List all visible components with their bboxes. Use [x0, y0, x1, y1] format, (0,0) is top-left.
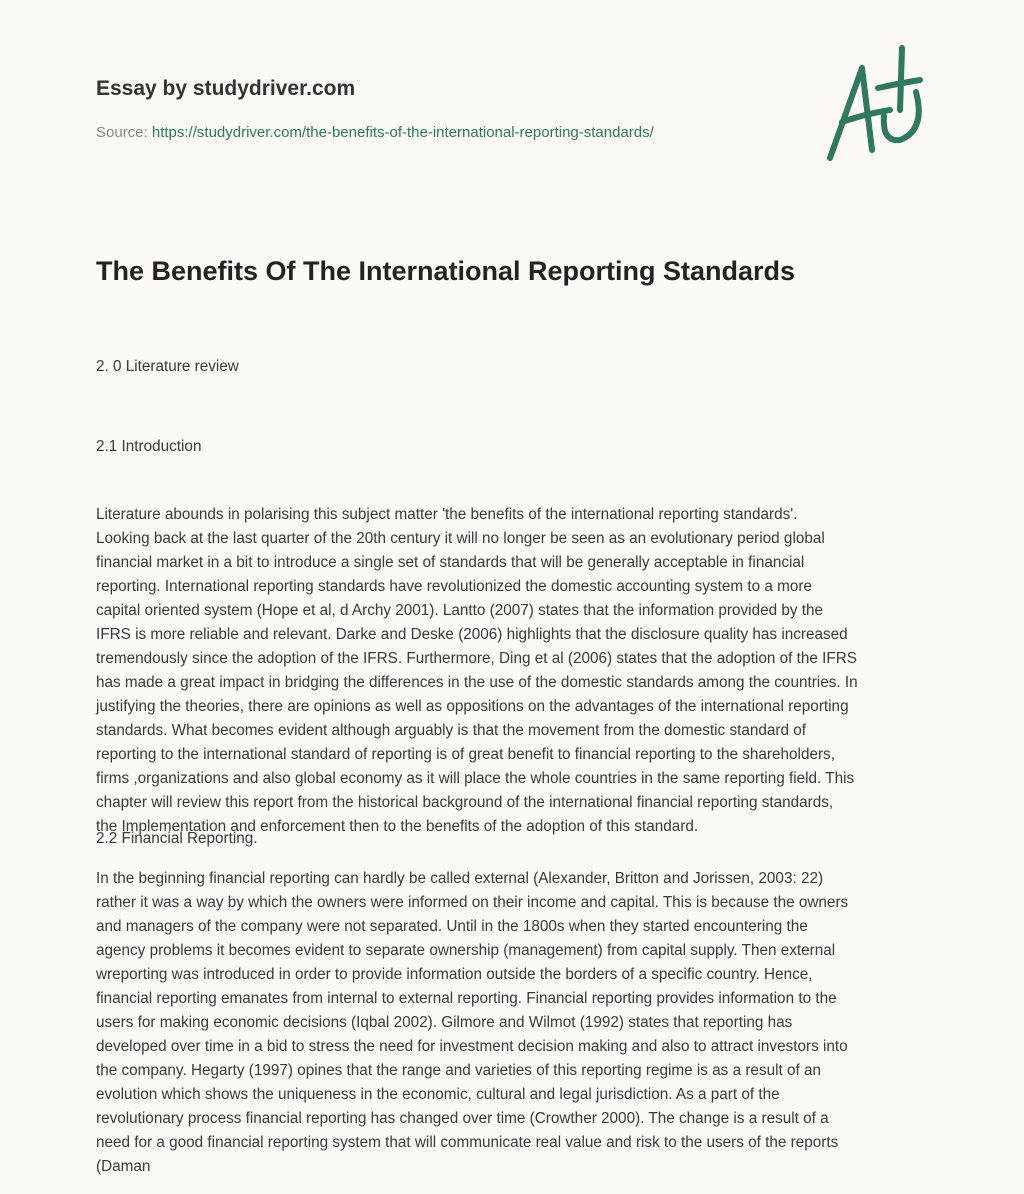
text-line: users for making economic decisions (Iqbal 2002). Gilmore and Wilmot (1992) states that reporting has	[96, 1014, 793, 1031]
text-line: (Daman	[96, 1158, 151, 1175]
text-line: standards. What becomes evident although arguably is that the movement from the domestic standard of	[96, 722, 806, 739]
text-line: tremendously since the adoption of the IFRS. Furthermore, Ding et al (2006) states that the adoption of the IFRS	[96, 650, 858, 667]
text-line: and managers of the company were not separated. Until in the 1800s when they started encountering the	[96, 918, 808, 935]
text-line: evolution which shows the uniqueness in the economic, cultural and legal jurisdiction. As a part of the	[96, 1086, 780, 1103]
text-line: Looking back at the last quarter of the 20th century it will no longer be seen as an evolutionary period global	[96, 530, 825, 547]
text-line: rather it was a way by which the owners were informed on their income and capital. This is because the owners	[96, 894, 849, 911]
section-heading-financial-reporting: 2.2 Financial Reporting.	[96, 830, 258, 847]
a-plus-logo	[820, 40, 930, 165]
text-line: need for a good financial reporting system that will communicate real value and risk to the users of the reports	[96, 1134, 839, 1151]
source-label: Source:	[96, 124, 148, 141]
text-line: revolutionary process financial reporting has changed over time (Crowther 2000). The change is a result of a	[96, 1110, 829, 1127]
text-line: agency problems it becomes evident to separate ownership (management) from capital supply. Then external	[96, 942, 836, 959]
essay-title: The Benefits Of The International Reporting Standards	[96, 256, 796, 286]
text-line: has made a great impact in bridging the differences in the use of the domestic standards among the countries. In	[96, 674, 858, 691]
text-line: the Implementation and enforcement then to the benefits of the adoption of this standard.	[96, 818, 699, 835]
text-line: firms ,organizations and also global economy as it will place the whole countries in the same reporting field. This	[96, 770, 855, 787]
text-line: chapter will review this report from the historical background of the international financial reporting standards,	[96, 794, 834, 811]
text-line: In the beginning financial reporting can hardly be called external (Alexander, Britton and Jorissen, 2003: 22)	[96, 870, 824, 887]
source-line	[96, 124, 654, 141]
text-line: wreporting was introduced in order to provide information outside the borders of a specific country. Hence,	[96, 966, 813, 983]
financial-reporting-paragraph	[96, 867, 946, 1179]
text-line: capital oriented system (Hope et al, d Archy 2001). Lantto (2007) states that the information provided by the	[96, 602, 824, 619]
introduction-paragraph	[96, 503, 946, 839]
text-line: developed over time in a bid to stress the need for investment decision making and also to attract investors into	[96, 1038, 848, 1055]
text-line: justifying the theories, there are opinions as well as oppositions on the advantages of the international reporting	[96, 698, 849, 715]
text-line: reporting to the international standard of reporting is of great benefit to financial reporting to the shareholders,	[96, 746, 835, 763]
text-line: financial market in a bit to introduce a single set of standards that will be generally acceptable in financial	[96, 554, 805, 571]
text-line: Literature abounds in polarising this subject matter 'the benefits of the international reporting standards'.	[96, 506, 798, 523]
section-heading-literature-review: 2. 0 Literature review	[96, 358, 239, 375]
section-heading-introduction: 2.1 Introduction	[96, 438, 202, 455]
site-brand: Essay by studydriver.com	[96, 77, 356, 100]
text-line: financial reporting emanates from internal to external reporting. Financial reporting provides information to the	[96, 990, 837, 1007]
text-line: IFRS is more reliable and relevant. Darke and Deske (2006) highlights that the disclosure quality has increased	[96, 626, 848, 643]
text-line: the company. Hegarty (1997) opines that the range and varieties of this reporting regime is as a result of an	[96, 1062, 822, 1079]
source-link[interactable]: https://studydriver.com/the-benefits-of-the-international-reporting-standards/	[151, 124, 654, 141]
text-line: reporting. International reporting standards have revolutionized the domestic accounting system to a more	[96, 578, 812, 595]
